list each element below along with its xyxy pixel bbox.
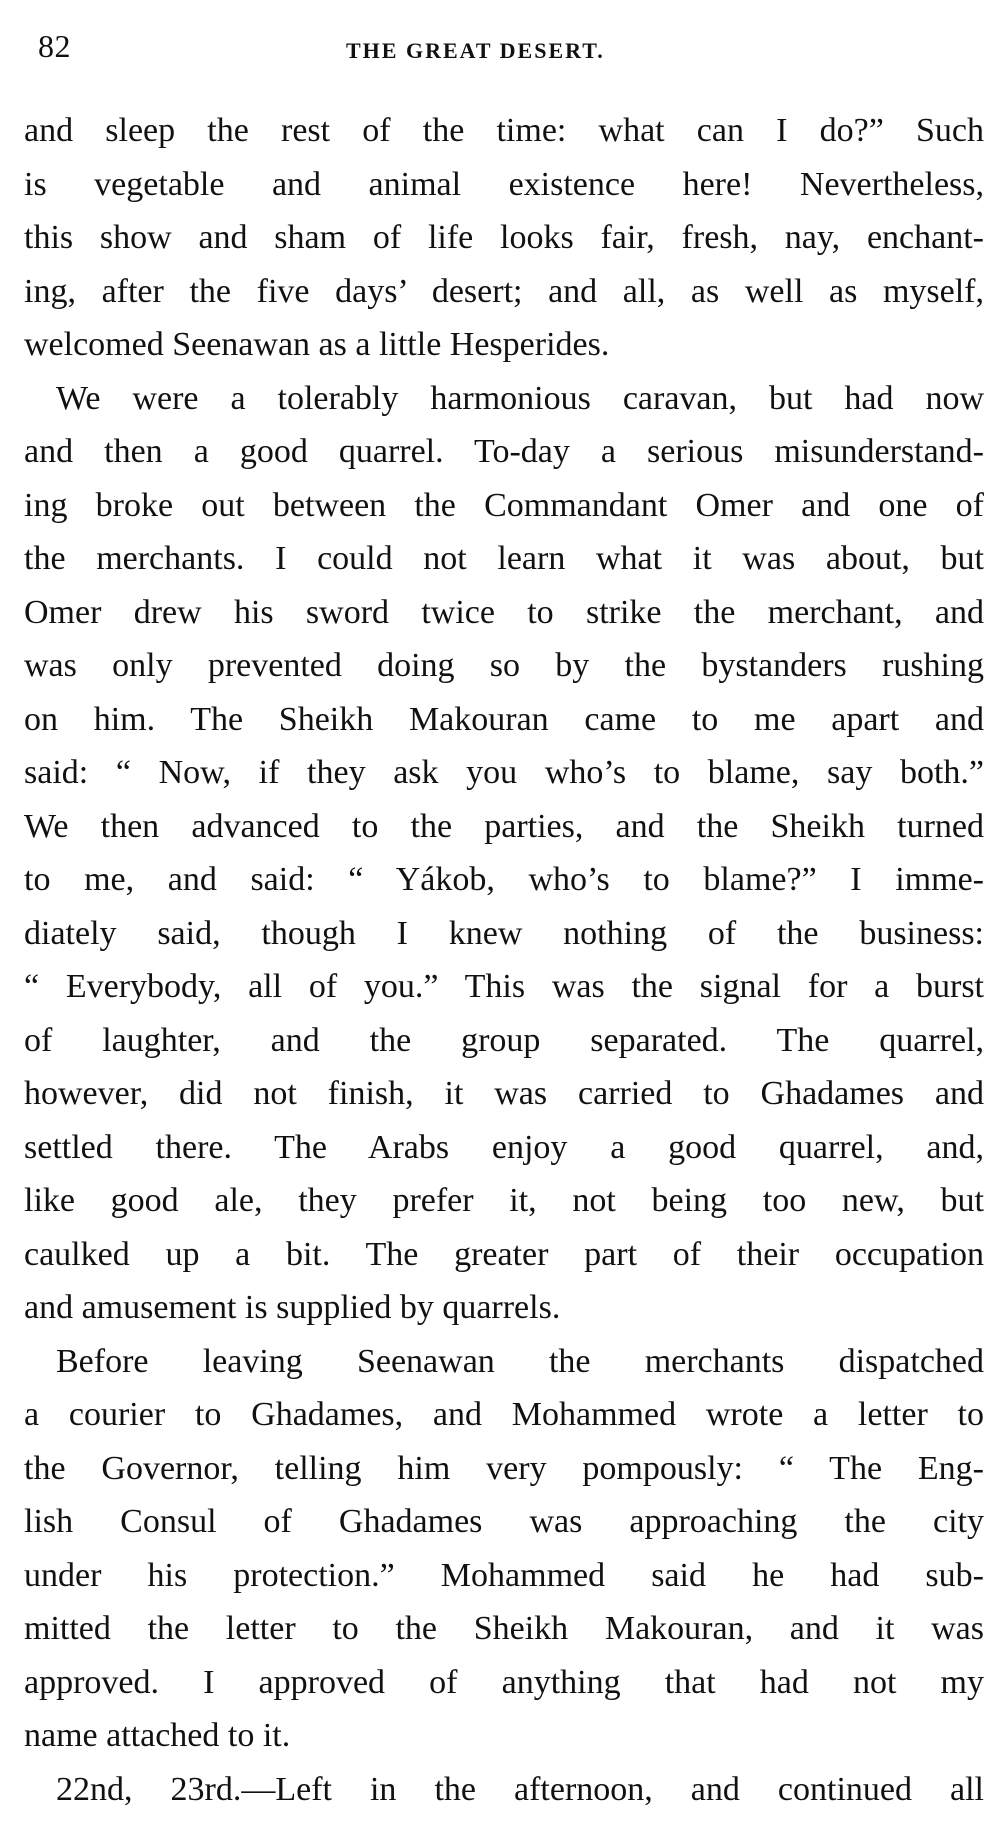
text-line: diately said, though I knew nothing of the business: bbox=[24, 914, 984, 952]
text-line: and sleep the rest of the time: what can I do?” Such bbox=[24, 112, 984, 149]
text-line: to me, and said: “ Yákob, who’s to blame?” I imme- bbox=[24, 861, 984, 898]
text-line: of laughter, and the group separated. The quarrel, bbox=[24, 1021, 984, 1059]
text-line: however, did not finish, it was carried to Ghadames and bbox=[24, 1075, 984, 1112]
page-number: 82 bbox=[38, 28, 71, 64]
text-line: a courier to Ghadames, and Mohammed wrote a letter to bbox=[24, 1396, 984, 1433]
text-line: said: “ Now, if they ask you who’s to blame, say both.” bbox=[24, 754, 984, 791]
running-head: THE GREAT DESERT. bbox=[346, 38, 605, 63]
text-line: lish Consul of Ghadames was approaching the city bbox=[24, 1503, 984, 1540]
body-text bbox=[24, 104, 984, 1816]
text-line: and amusement is supplied by quarrels. bbox=[24, 1289, 561, 1326]
text-line: the merchants. I could not learn what it was about, but bbox=[24, 540, 984, 577]
text-line: We then advanced to the parties, and the Sheikh turned bbox=[24, 807, 984, 845]
text-line: caulked up a bit. The greater part of their occupation bbox=[24, 1235, 984, 1273]
text-line: was only prevented doing so by the bystanders rushing bbox=[24, 647, 984, 684]
text-line: ing, after the five days’ desert; and all, as well as myself, bbox=[24, 272, 984, 310]
text-line: We were a tolerably harmonious caravan, but had now bbox=[56, 379, 984, 417]
text-line: ing broke out between the Commandant Omer and one of bbox=[24, 486, 984, 524]
text-line: Omer drew his sword twice to strike the merchant, and bbox=[24, 593, 984, 631]
text-line: 22nd, 23rd.—Left in the afternoon, and continued all bbox=[56, 1770, 984, 1808]
text-line: name attached to it. bbox=[24, 1717, 291, 1754]
text-line: welcomed Seenawan as a little Hesperides. bbox=[24, 326, 610, 363]
text-line: settled there. The Arabs enjoy a good quarrel, and, bbox=[24, 1128, 984, 1166]
text-line: approved. I approved of anything that had not my bbox=[24, 1663, 984, 1701]
text-line: and then a good quarrel. To-day a serious misunderstand- bbox=[24, 433, 984, 470]
text-line: is vegetable and animal existence here! Nevertheless, bbox=[24, 165, 984, 203]
text-line: under his protection.” Mohammed said he had sub- bbox=[24, 1556, 984, 1594]
text-line: like good ale, they prefer it, not being too new, but bbox=[24, 1182, 984, 1219]
page-header bbox=[38, 28, 978, 68]
text-line: on him. The Sheikh Makouran came to me apart and bbox=[24, 700, 984, 738]
text-line: “ Everybody, all of you.” This was the signal for a burst bbox=[24, 968, 984, 1005]
text-line: mitted the letter to the Sheikh Makouran, and it was bbox=[24, 1610, 984, 1647]
text-line: this show and sham of life looks fair, fresh, nay, enchant- bbox=[24, 219, 984, 256]
text-line: Before leaving Seenawan the merchants dispatched bbox=[56, 1342, 984, 1380]
text-line: the Governor, telling him very pompously: “ The Eng- bbox=[24, 1449, 984, 1487]
